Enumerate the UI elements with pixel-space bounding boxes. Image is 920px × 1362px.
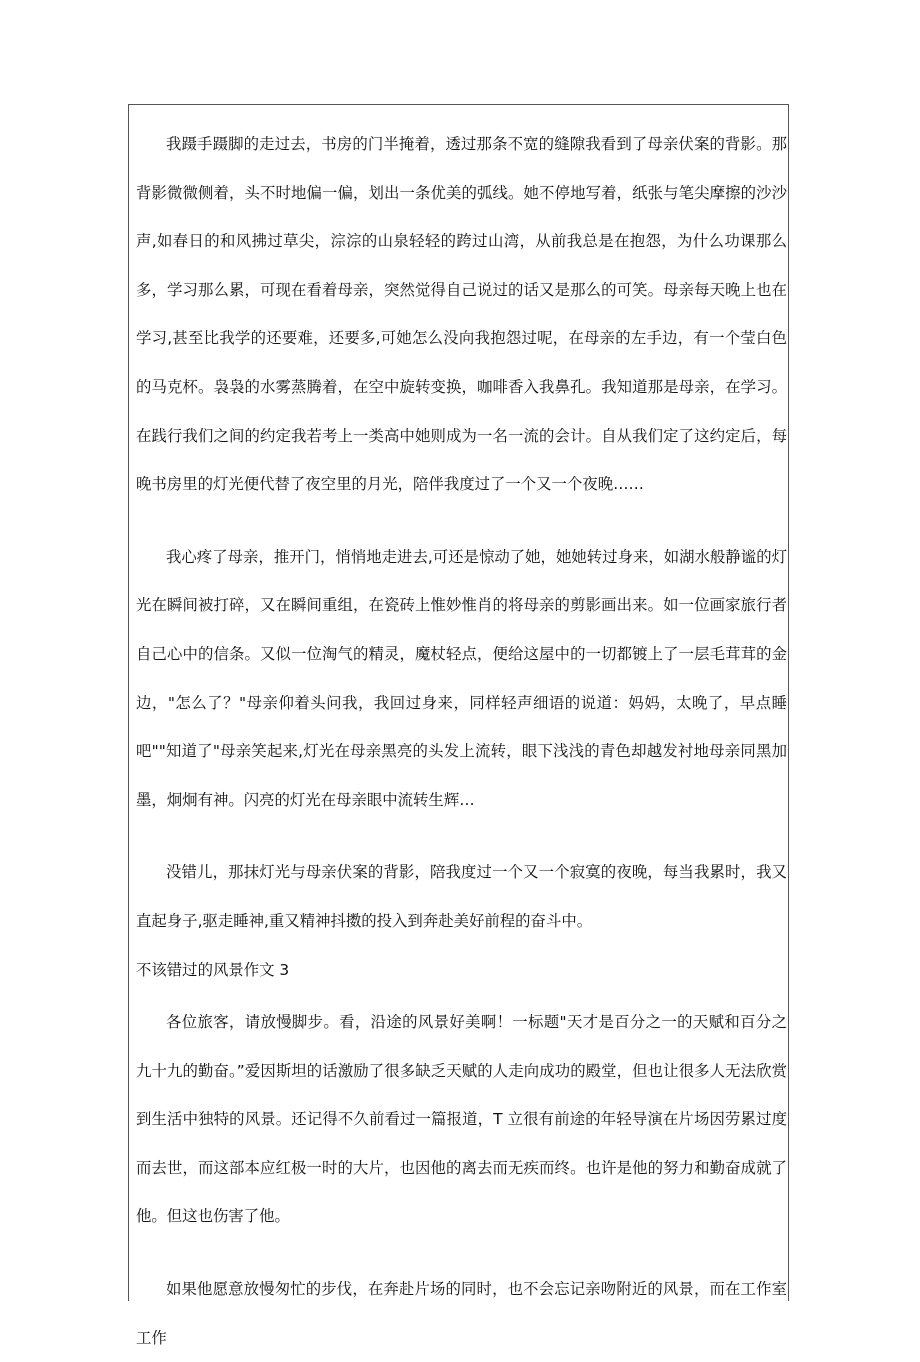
paragraph-5: 如果他愿意放慢匆忙的步伐，在奔赴片场的同时，也不会忘记亲吻附近的风景，而在工作室工作 — [136, 1280, 787, 1347]
paragraph-gap — [136, 824, 787, 848]
paragraph-gap — [136, 1241, 787, 1265]
paragraph-2: 我心疼了母亲，推开门，悄悄地走进去,可还是惊动了她，她她转过身来，如湖水般静谧的灯光在瞬间被打碎，又在瞬间重组，在瓷砖上惟妙惟肖的将母亲的剪影画出来。如一位画家旅行者自己心中的信条。又似一位淘气的精灵，魔杖轻点，便给这屋中的一切都镀上了一层毛茸茸的金边，"怎么了？"母亲仰着头问我，我回过身来，同样轻声细语的说道：妈妈，太晚了，早点睡吧""知道了"母亲笑起来,灯光在母亲黑亮的头发上流转，眼下浅浅的青色却越发衬地母亲同黑加墨，炯炯有神。闪亮的灯光在母亲眼中流转生辉… — [136, 547, 787, 809]
paragraph-4: 各位旅客，请放慢脚步。看，沿途的风景好美啊！一标题"天才是百分之一的天赋和百分之九十九的勤奋。”爱因斯坦的话激励了很多缺乏天赋的人走向成功的殿堂，但也让很多人无法欣赏到生活中独特的风景。还记得不久前看过一篇报道，T 立很有前途的年轻导演在片场因劳累过度而去世，而这部本应红极一时的大片，也因他的离去而无疾而终。也许是他的努力和勤奋成就了他。但这也伤害了他。 — [136, 1013, 787, 1226]
document-body — [136, 120, 787, 1362]
section-title: 不该错过的风景作文 3 — [136, 960, 290, 979]
paragraph-3: 没错儿，那抹灯光与母亲伏案的背影，陪我度过一个又一个寂寞的夜晚，每当我累时，我又直起身子,驱走睡神,重又精神抖擞的投入到奔赴美好前程的奋斗中。 — [136, 863, 787, 930]
paragraph-1: 我蹑手蹑脚的走过去，书房的门半掩着，透过那条不宽的缝隙我看到了母亲伏案的背影。那背影微微侧着，头不时地偏一偏，划出一条优美的弧线。她不停地写着，纸张与笔尖摩擦的沙沙声,如春日的和风拂过草尖，淙淙的山泉轻轻的跨过山湾，从前我总是在抱怨，为什么功课那么多，学习那么累，可现在看着母亲，突然觉得自己说过的话又是那么的可笑。母亲每天晚上也在学习,甚至比我学的还要难，还要多,可她怎么没向我抱怨过呢，在母亲的左手边，有一个莹白色的马克杯。袅袅的水雾蒸腾着，在空中旋转变换，咖啡香入我鼻孔。我知道那是母亲，在学习。在践行我们之间的约定我若考上一类高中她则成为一名一流的会计。自从我们定了这约定后，每晚书房里的灯光便代替了夜空里的月光，陪伴我度过了一个又一个夜晚…… — [136, 135, 787, 494]
paragraph-gap — [136, 509, 787, 533]
